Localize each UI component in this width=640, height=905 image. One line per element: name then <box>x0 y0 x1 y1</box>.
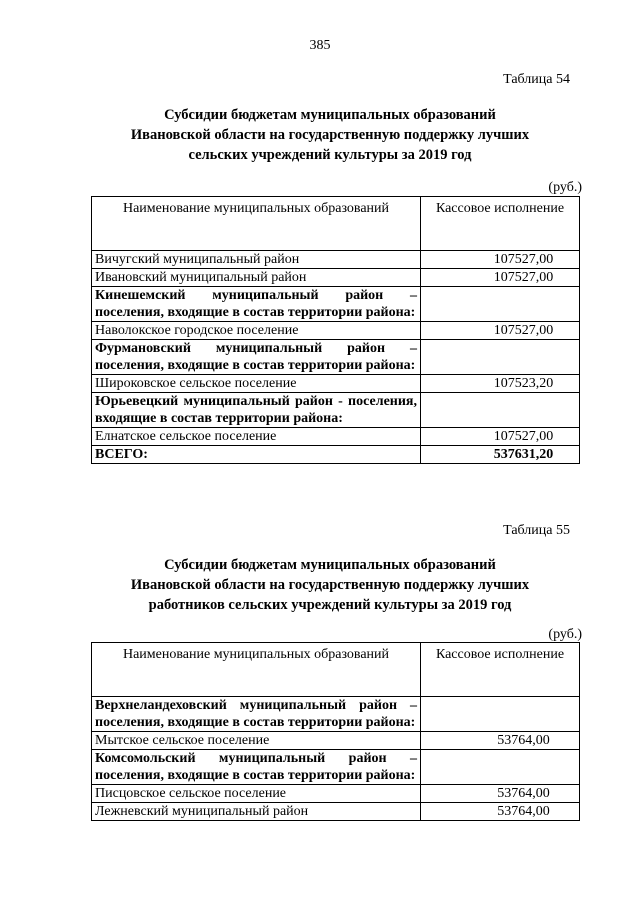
municipality-name: Ивановский муниципальный район <box>92 269 421 287</box>
title-line: работников сельских учреждений культуры за 2019 год <box>148 597 512 613</box>
table-row <box>92 269 580 287</box>
table-row <box>92 393 580 428</box>
table-row <box>92 322 580 340</box>
table-row <box>92 803 580 821</box>
table-54 <box>91 196 580 464</box>
amount-value <box>421 340 580 375</box>
table-55-label: Таблица 55 <box>503 523 570 538</box>
amount-value <box>421 393 580 428</box>
municipality-name: Мытское сельское поселение <box>92 732 421 750</box>
municipality-name: Юрьевецкий муниципальный район - поселения, входящие в состав территории района: <box>92 393 421 428</box>
table-row <box>92 750 580 785</box>
municipality-name: Вичугский муниципальный район <box>92 251 421 269</box>
amount-value: 107527,00 <box>421 322 580 340</box>
table-row <box>92 732 580 750</box>
municipality-name: Фурмановский муниципальный район – поселения, входящие в состав территории района: <box>92 340 421 375</box>
table-row <box>92 428 580 446</box>
table-54-unit: (руб.) <box>548 180 582 195</box>
table-54-title <box>80 105 580 165</box>
municipality-name: Комсомольский муниципальный район – поселения, входящие в состав территории района: <box>92 750 421 785</box>
header-value-column: Кассовое исполнение <box>421 197 580 251</box>
title-line: сельских учреждений культуры за 2019 год <box>188 147 472 163</box>
table-row <box>92 785 580 803</box>
amount-value: 53764,00 <box>421 803 580 821</box>
municipality-name: Елнатское сельское поселение <box>92 428 421 446</box>
header-name-column: Наименование муниципальных образований <box>92 197 421 251</box>
municipality-name: Наволокское городское поселение <box>92 322 421 340</box>
header-name-column: Наименование муниципальных образований <box>92 643 421 697</box>
title-line: Субсидии бюджетам муниципальных образований <box>164 557 496 573</box>
table-row <box>92 287 580 322</box>
table-row <box>92 251 580 269</box>
amount-value: 53764,00 <box>421 732 580 750</box>
municipality-name: Лежневский муниципальный район <box>92 803 421 821</box>
page-number: 385 <box>309 38 331 53</box>
amount-value <box>421 287 580 322</box>
table-header-row <box>92 197 580 251</box>
table-row <box>92 446 580 464</box>
table-54-label: Таблица 54 <box>503 72 570 87</box>
table-55-title <box>80 555 580 615</box>
amount-value: 537631,20 <box>421 446 580 464</box>
amount-value: 53764,00 <box>421 785 580 803</box>
table-row <box>92 697 580 732</box>
table-55 <box>91 642 580 821</box>
municipality-name: Кинешемский муниципальный район – поселения, входящие в состав территории района: <box>92 287 421 322</box>
header-value-column: Кассовое исполнение <box>421 643 580 697</box>
title-line: Субсидии бюджетам муниципальных образований <box>164 107 496 123</box>
title-line: Ивановской области на государственную поддержку лучших <box>130 577 530 593</box>
table-55-unit: (руб.) <box>548 627 582 642</box>
amount-value: 107527,00 <box>421 269 580 287</box>
amount-value <box>421 697 580 732</box>
municipality-name: Широковское сельское поселение <box>92 375 421 393</box>
title-line: Ивановской области на государственную поддержку лучших <box>130 127 530 143</box>
amount-value <box>421 750 580 785</box>
amount-value: 107523,20 <box>421 375 580 393</box>
table-row <box>92 375 580 393</box>
municipality-name: Верхнеландеховский муниципальный район – поселения, входящие в состав территории района: <box>92 697 421 732</box>
table-row <box>92 340 580 375</box>
amount-value: 107527,00 <box>421 428 580 446</box>
municipality-name: Писцовское сельское поселение <box>92 785 421 803</box>
table-header-row <box>92 643 580 697</box>
amount-value: 107527,00 <box>421 251 580 269</box>
municipality-name: ВСЕГО: <box>92 446 421 464</box>
